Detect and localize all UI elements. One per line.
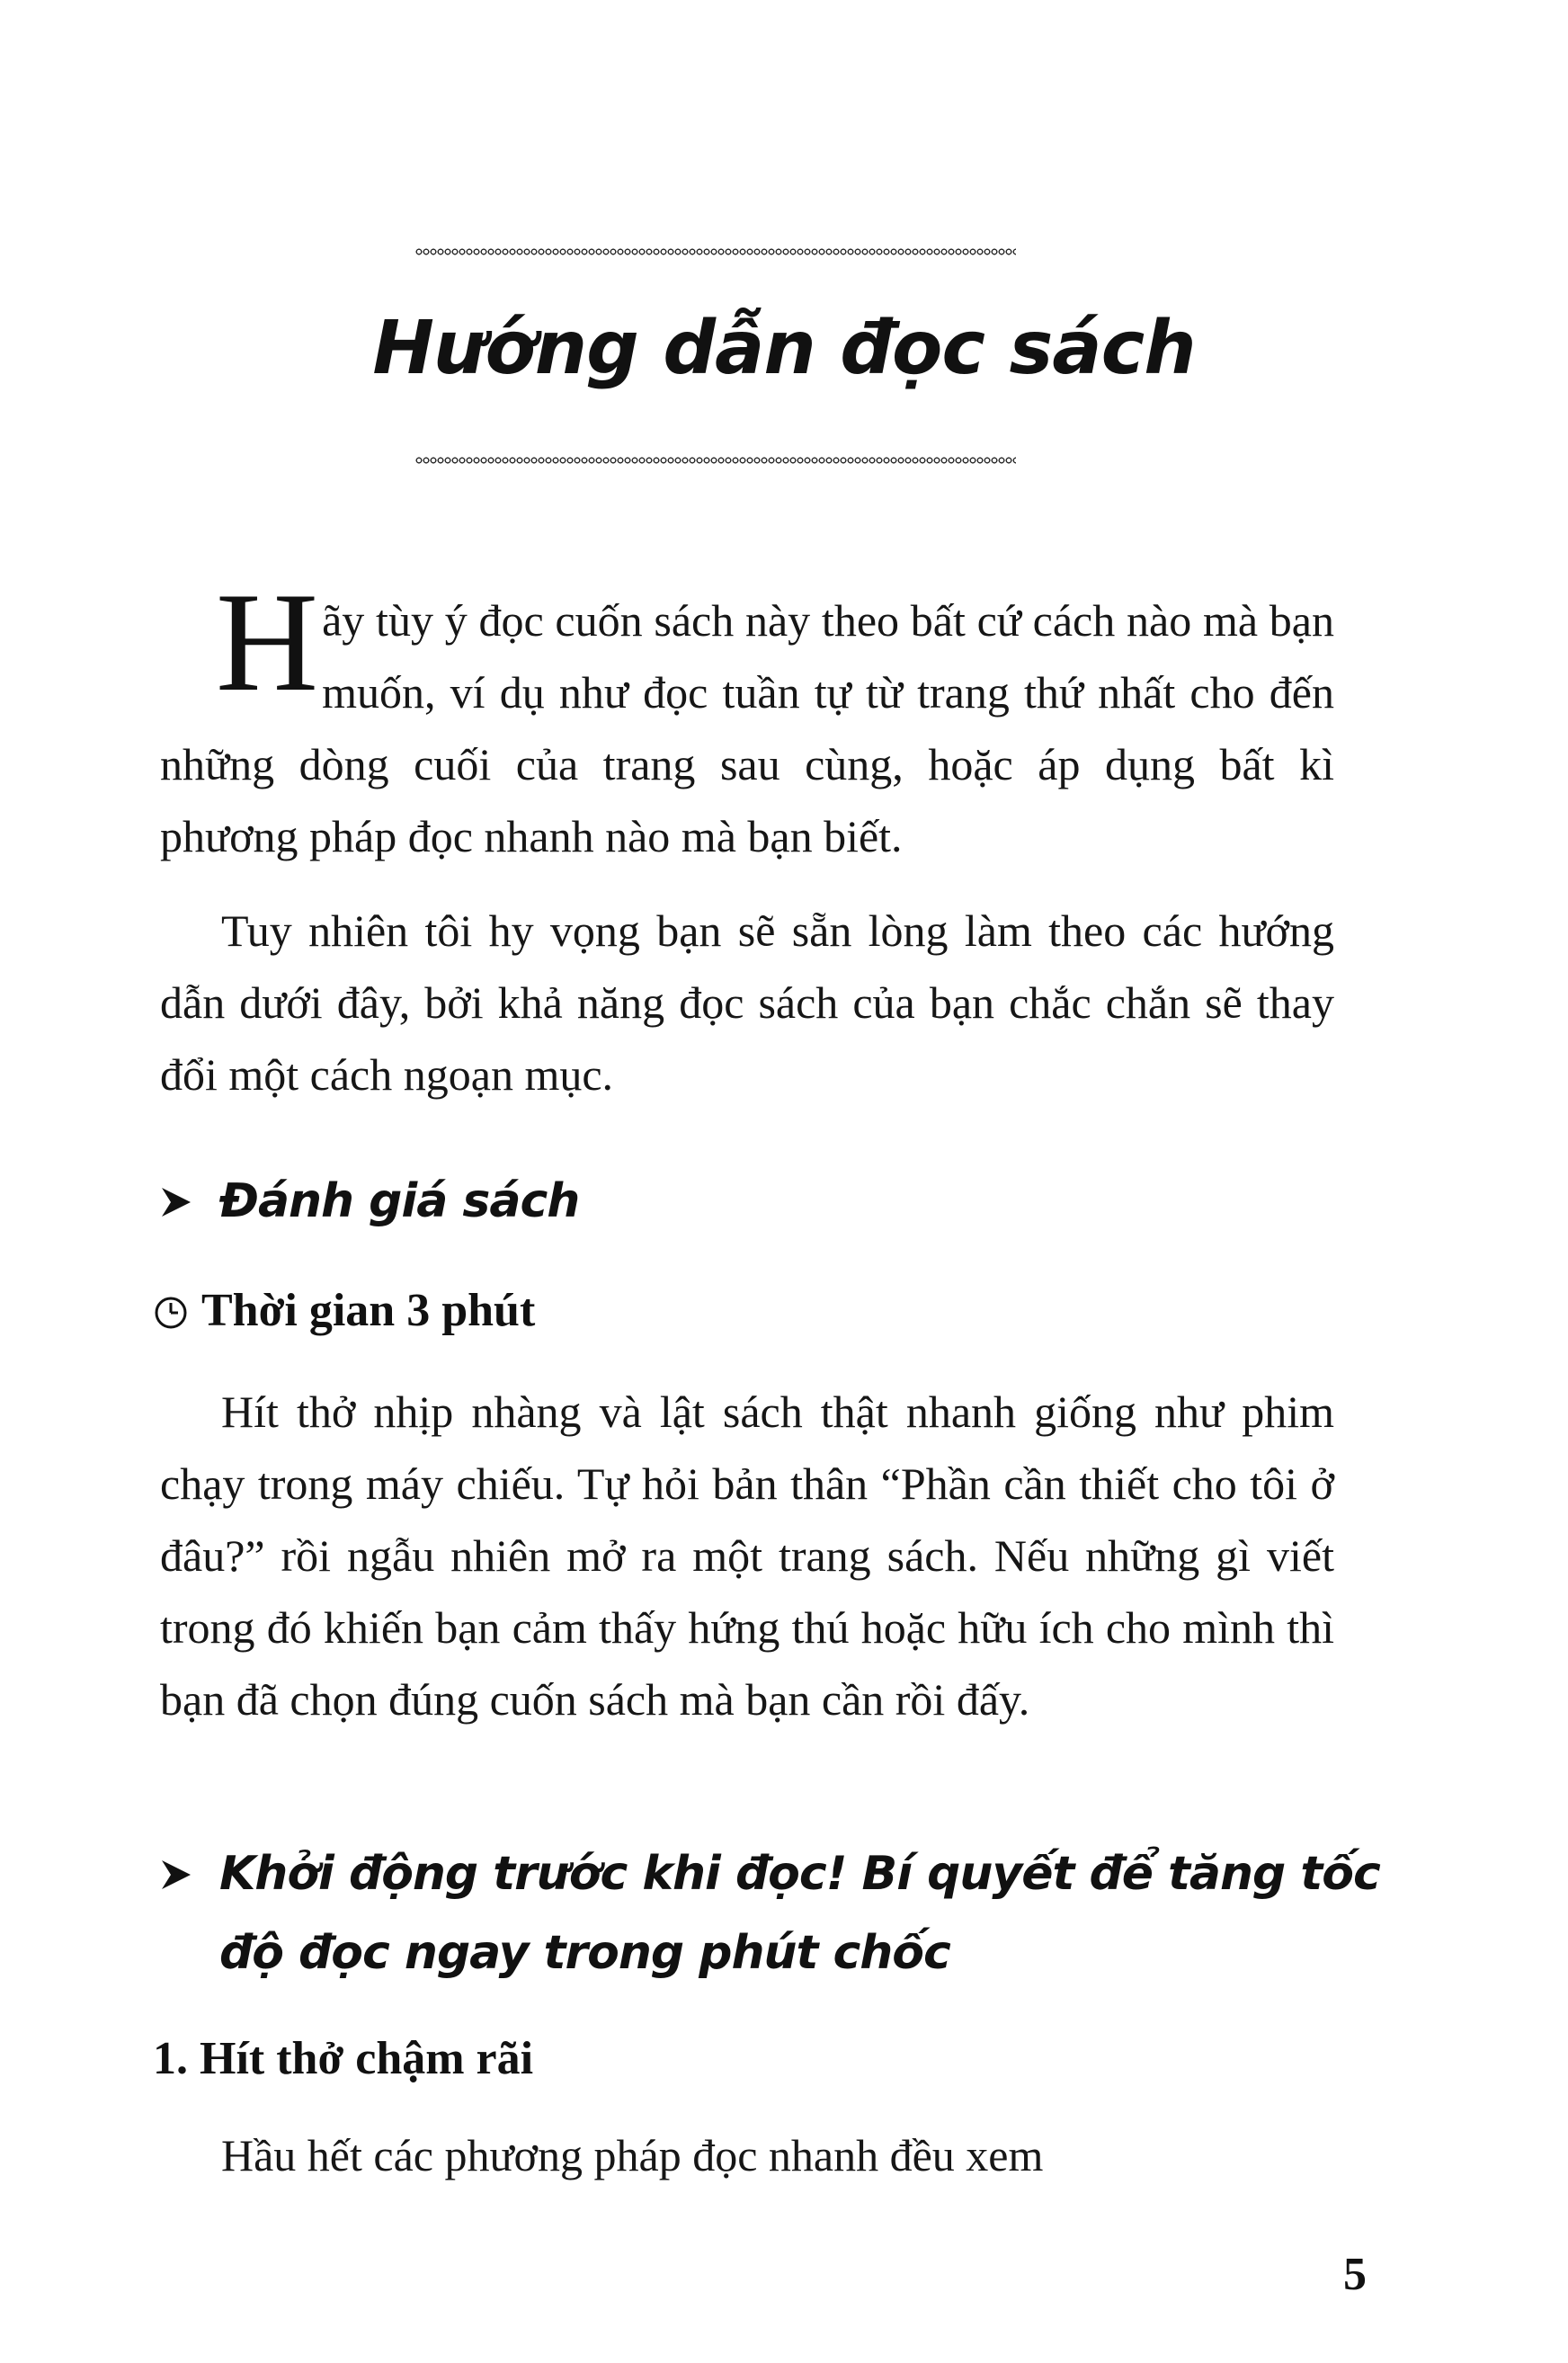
ornamental-divider-top	[415, 247, 1016, 256]
drop-cap: H	[216, 564, 319, 721]
arrow-bullet-icon	[160, 1184, 192, 1220]
time-label	[153, 1275, 535, 1347]
ornamental-divider-bottom	[415, 456, 1016, 465]
section-heading-book-evaluation	[160, 1162, 1365, 1241]
section-heading-text: Đánh giá sách	[219, 1174, 580, 1228]
page-title: Hướng dẫn đọc sách	[372, 306, 1196, 391]
time-label-text: Thời gian 3 phút	[201, 1285, 536, 1336]
arrow-bullet-icon	[160, 1857, 192, 1893]
intro-paragraph-2: Tuy nhiên tôi hy vọng bạn sẽ sẵn lòng làm theo các hướng dẫn dưới đây, bởi khả năng đọc sách của bạn chắc chắn sẽ thay đổi một cách ngoạn mục.	[160, 905, 1334, 1100]
section1-paragraph: Hít thở nhịp nhàng và lật sách thật nhanh giống như phim chạy trong máy chiếu. Tự hỏi bản thân “Phần cần thiết cho tôi ở đâu?” rồi ngẫu nhiên mở ra một trang sách. Nếu những gì viết trong đó khiến bạn cảm thấy hứng thú hoặc hữu ích cho mình thì bạn đã chọn đúng cuốn sách mà bạn cần rồi đấy.	[160, 1387, 1334, 1725]
step-title: 1. Hít thở chậm rãi	[153, 2033, 534, 2084]
intro-paragraph-1	[160, 564, 1334, 872]
clock-icon	[153, 1295, 189, 1331]
page-number: 5	[1343, 2249, 1367, 2300]
section2-paragraph: Hầu hết các phương pháp đọc nhanh đều xem	[221, 2130, 1044, 2180]
section-heading-text: Khởi động trước khi đọc! Bí quyết để tăng tốc độ đọc ngay trong phút chốc	[219, 1847, 1380, 1980]
section-heading-warmup	[160, 1834, 1424, 1993]
intro-paragraph-1-text: ãy tùy ý đọc cuốn sách này theo bất cứ cách nào mà bạn muốn, ví dụ như đọc tuần tự từ trang thứ nhất cho đến những dòng cuối của trang sau cùng, hoặc áp dụng bất kì phương pháp đọc nhanh nào mà bạn biết.	[160, 595, 1334, 861]
